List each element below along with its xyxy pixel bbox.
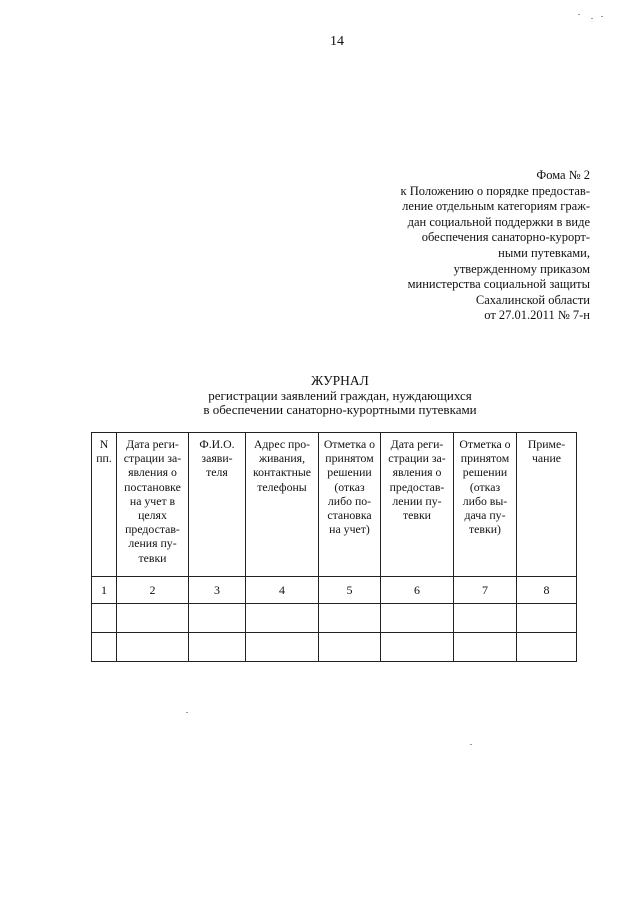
page-number: 14	[330, 34, 344, 49]
column-number-cell: 3	[189, 577, 246, 604]
form-reference-block	[350, 168, 590, 324]
column-number-cell: 7	[454, 577, 517, 604]
table-row-empty	[92, 604, 577, 633]
table-row-empty	[92, 633, 577, 662]
scan-speck	[601, 16, 603, 17]
document-title	[90, 374, 590, 418]
table-header-row	[92, 433, 577, 577]
empty-cell	[319, 604, 381, 633]
form-reference-line: к Положению о порядке предостав-	[400, 183, 590, 198]
header-cell-registration-date: Дата реги- страции за- явления о постановке на учет в целях предостав- ления пу- тевки	[117, 433, 189, 577]
column-number-cell: 2	[117, 577, 189, 604]
empty-cell	[381, 633, 454, 662]
empty-cell	[517, 604, 577, 633]
header-cell-note: Приме- чание	[517, 433, 577, 577]
form-reference-line: министерства социальной защиты	[407, 277, 590, 292]
header-cell-voucher-decision: Отметка о принятом решении (отказ либо вы- дача пу- тевки)	[454, 433, 517, 577]
form-reference-line: Фома № 2	[536, 168, 590, 182]
scan-speck	[578, 14, 580, 15]
scan-speck	[591, 18, 593, 19]
title-subtitle-line: регистрации заявлений граждан, нуждающихся	[208, 387, 472, 403]
header-cell-address: Адрес про- живания, контактные телефоны	[246, 433, 319, 577]
form-reference-line: ными путевками,	[498, 245, 590, 260]
header-cell-applicant-name: Ф.И.О. заяви- теля	[189, 433, 246, 577]
form-reference-line: ление отдельным категориям граж-	[402, 199, 590, 214]
empty-cell	[381, 604, 454, 633]
empty-cell	[517, 633, 577, 662]
form-reference-line: утвержденному приказом	[453, 261, 590, 276]
header-cell-voucher-date: Дата реги- страции за- явления о предостав- лении пу- тевки	[381, 433, 454, 577]
title-subtitle-line: в обеспечении санаторно-курортными путевками	[203, 402, 477, 417]
table-row-column-numbers	[92, 577, 577, 604]
empty-cell	[246, 604, 319, 633]
column-number-cell: 4	[246, 577, 319, 604]
title-journal: ЖУРНАЛ	[311, 373, 369, 388]
column-number-cell: 6	[381, 577, 454, 604]
column-number-cell: 8	[517, 577, 577, 604]
empty-cell	[454, 633, 517, 662]
registration-journal-table	[91, 432, 577, 662]
empty-cell	[117, 633, 189, 662]
empty-cell	[117, 604, 189, 633]
empty-cell	[246, 633, 319, 662]
column-number-cell: 5	[319, 577, 381, 604]
empty-cell	[319, 633, 381, 662]
scan-speck	[186, 712, 188, 713]
column-number-cell: 1	[92, 577, 117, 604]
form-reference-line: Сахалинской области	[475, 292, 590, 307]
empty-cell	[92, 604, 117, 633]
empty-cell	[454, 604, 517, 633]
header-cell-number: N пп.	[92, 433, 117, 577]
form-reference-line: дан социальной поддержки в виде	[407, 214, 590, 229]
scan-speck	[470, 744, 472, 745]
form-reference-line: обеспечения санаторно-курорт-	[421, 230, 590, 245]
empty-cell	[189, 633, 246, 662]
header-cell-decision-mark: Отметка о принятом решении (отказ либо по- становка на учет)	[319, 433, 381, 577]
empty-cell	[92, 633, 117, 662]
empty-cell	[189, 604, 246, 633]
form-reference-line: от 27.01.2011 № 7-н	[484, 308, 590, 323]
